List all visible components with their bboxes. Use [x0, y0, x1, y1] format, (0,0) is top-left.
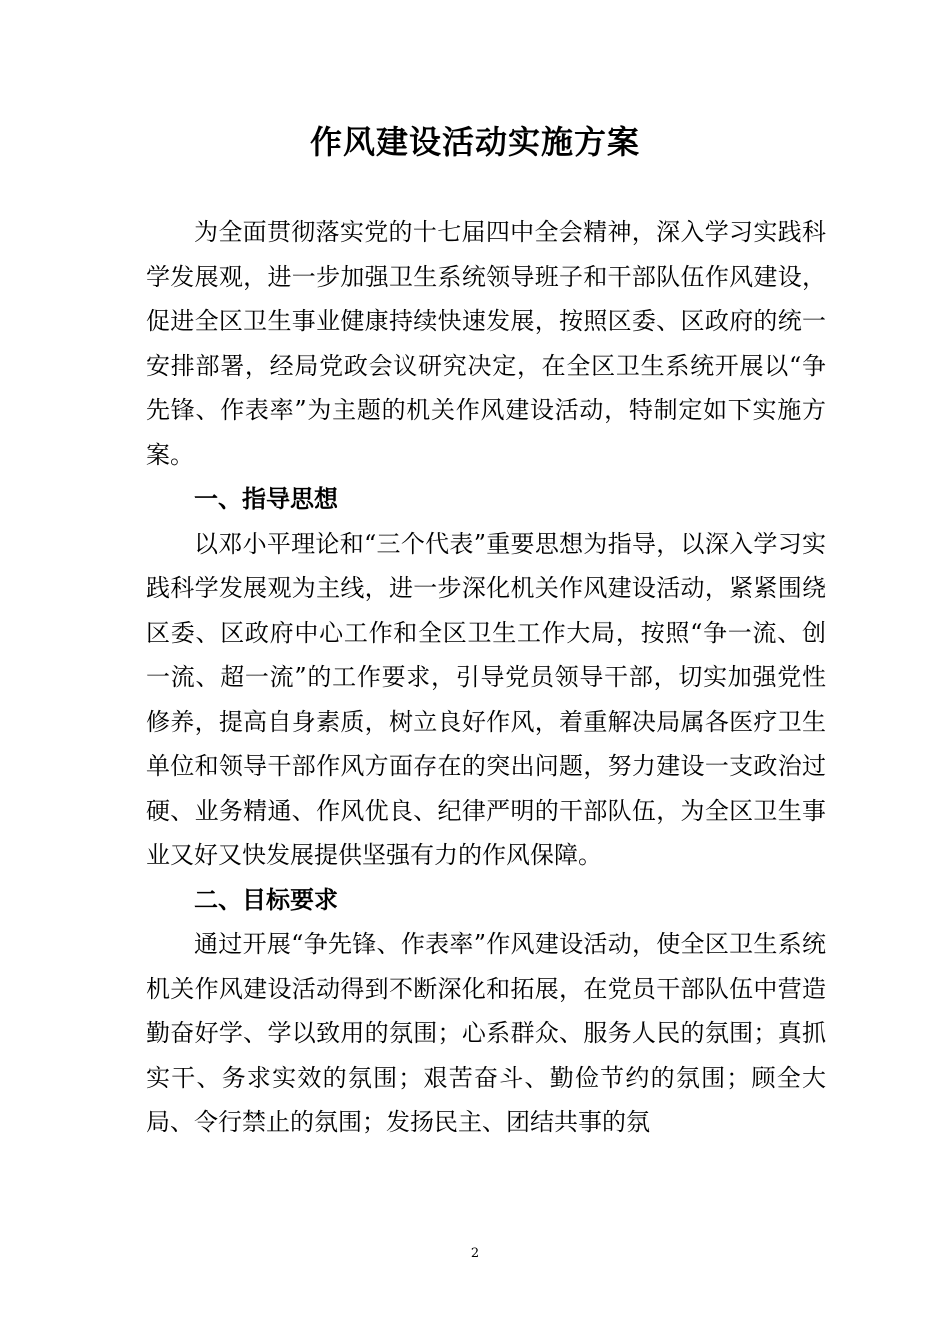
page-number: 2 — [470, 1246, 480, 1261]
document-body — [146, 210, 826, 1145]
document-title: 作风建设活动实施方案 — [309, 123, 640, 161]
intro-paragraph: 为全面贯彻落实党的十七届四中全会精神，深入学习实践科学发展观，进一步加强卫生系统领导班子和干部队伍作风建设，促进全区卫生事业健康持续快速发展，按照区委、区政府的统一安排部署，经局党政会议研究决定，在全区卫生系统开展以“争先锋、作表率”为主题的机关作风建设活动，特制定如下实施方案。 — [146, 218, 826, 469]
section-paragraph-guiding-ideology: 以邓小平理论和“三个代表”重要思想为指导，以深入学习实践科学发展观为主线，进一步深化机关作风建设活动，紧紧围绕区委、区政府中心工作和全区卫生工作大局，按照“争一流、创一流、超一流”的工作要求，引导党员领导干部，切实加强党性修养，提高自身素质，树立良好作风，着重解决局属各医疗卫生单位和领导干部作风方面存在的突出问题，努力建设一支政治过硬、业务精通、作风优良、纪律严明的干部队伍，为全区卫生事业又好又快发展提供坚强有力的作风保障。 — [146, 529, 826, 869]
section-heading-goals: 二、目标要求 — [194, 885, 338, 914]
section-heading-guiding-ideology: 一、指导思想 — [194, 485, 338, 513]
section-paragraph-goals: 通过开展“争先锋、作表率”作风建设活动，使全区卫生系统机关作风建设活动得到不断深化和拓展，在党员干部队伍中营造勤奋好学、学以致用的氛围；心系群众、服务人民的氛围；真抓实干、务求实效的氛围；艰苦奋斗、勤俭节约的氛围；顾全大局、令行禁止的氛围；发扬民主、团结共事的氛 — [146, 930, 826, 1136]
